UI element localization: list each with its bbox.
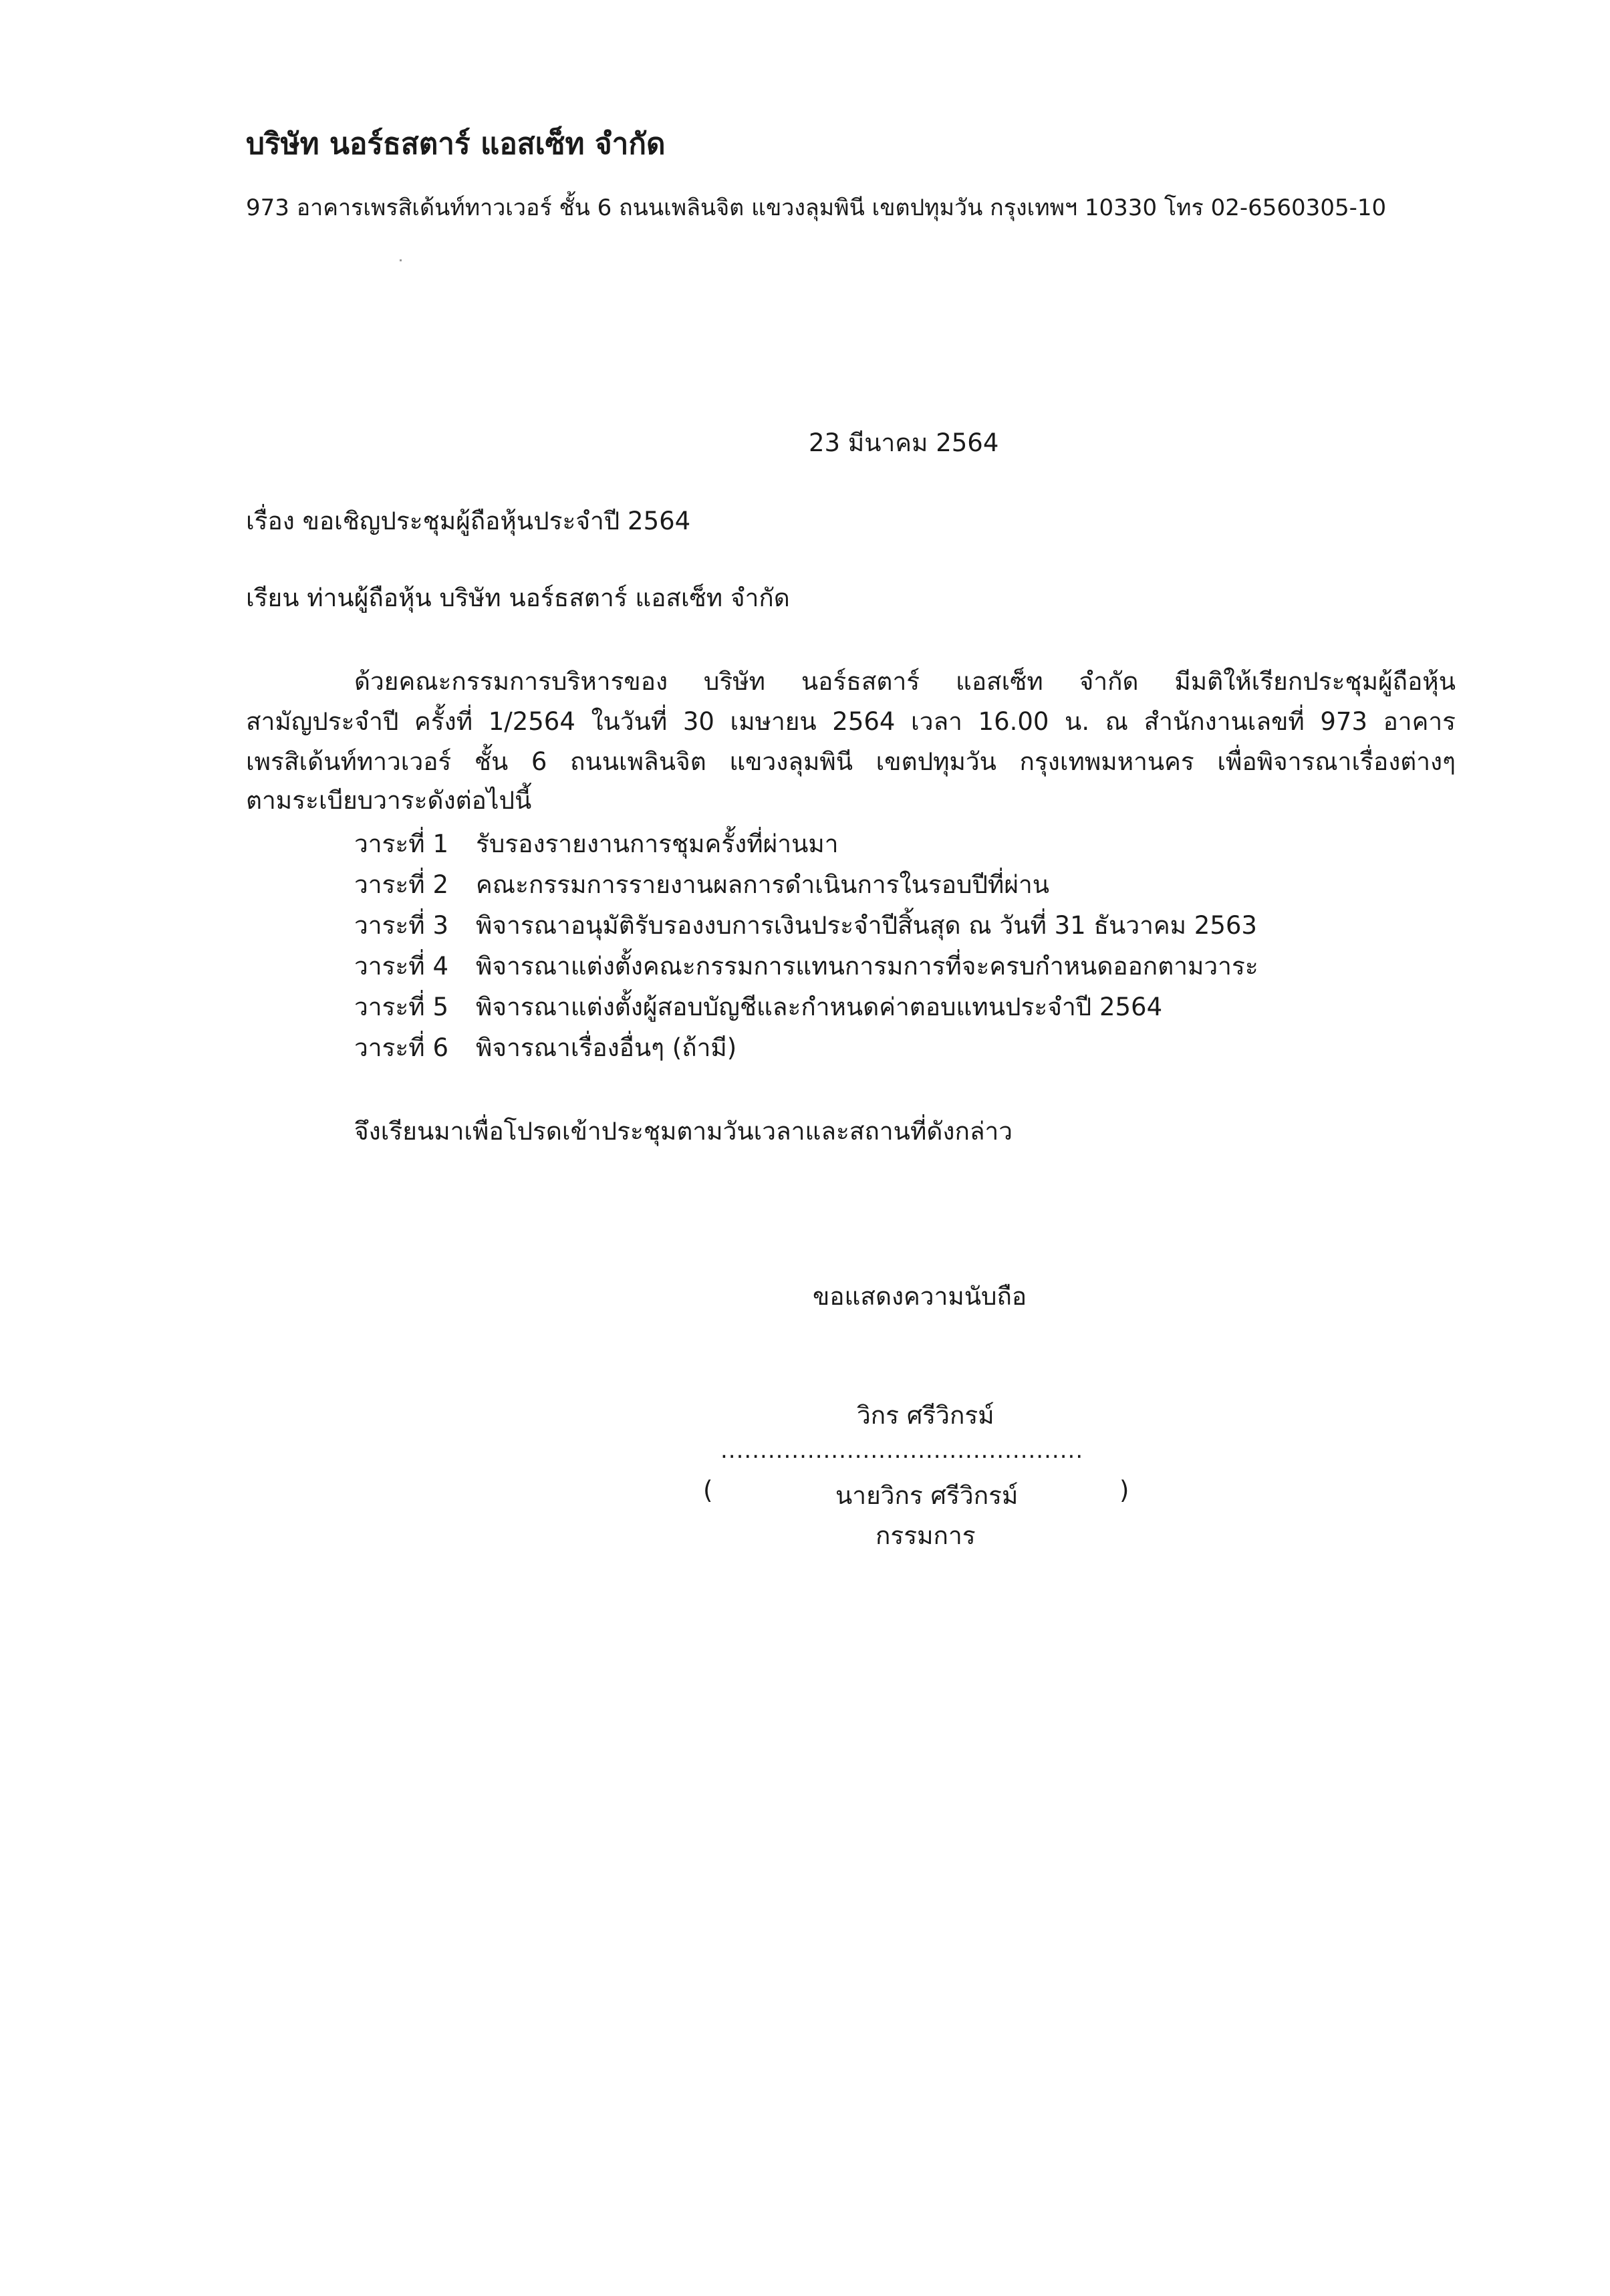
body-line-2: สามัญประจำปี ครั้งที่ 1/2564 ในวันที่ 30 เมษายน 2564 เวลา 16.00 น. ณ สำนักงานเลขที่ 973 อาคาร xyxy=(246,707,1456,736)
agenda-item-4: พิจารณาแต่งตั้งคณะกรรมการแทนการมการที่จะครบกำหนดออกตามวาระ xyxy=(476,952,1258,981)
body-line-4: ตามระเบียบวาระดังต่อไปนี้ xyxy=(246,786,532,815)
agenda-item-6: พิจารณาเรื่องอื่นๆ (ถ้ามี) xyxy=(476,1033,737,1062)
agenda-number-6: วาระที่ 6 xyxy=(354,1033,448,1062)
agenda-item-5: พิจารณาแต่งตั้งผู้สอบบัญชีและกำหนดค่าตอบแทนประจำปี 2564 xyxy=(476,993,1163,1021)
agenda-item-1: รับรองรายงานการชุมครั้งที่ผ่านมา xyxy=(476,830,839,858)
body-line-1: ด้วยคณะกรรมการบริหารของ บริษัท นอร์ธสตาร์ แอสเซ็ท จำกัด มีมติให้เรียกประชุมผู้ถือหุ้น xyxy=(354,667,1456,696)
company-name: บริษัท นอร์ธสตาร์ แอสเซ็ท จำกัด xyxy=(246,127,666,161)
scan-speck xyxy=(400,259,402,261)
letter-date: 23 มีนาคม 2564 xyxy=(809,428,999,457)
signer-title: กรรมการ xyxy=(876,1521,976,1550)
body-line-3: เพรสิเด้นท์ทาวเวอร์ ชั้น 6 ถนนเพลินจิต แขวงลุมพินี เขตปทุมวัน กรุงเทพมหานคร เพื่อพิจารณาเรื่องต่างๆ xyxy=(246,747,1456,776)
agenda-number-3: วาระที่ 3 xyxy=(354,911,448,940)
agenda-item-3: พิจารณาอนุมัติรับรองงบการเงินประจำปีสิ้นสุด ณ วันที่ 31 ธันวาคม 2563 xyxy=(476,911,1257,940)
company-address: 973 อาคารเพรสิเด้นท์ทาวเวอร์ ชั้น 6 ถนนเพลินจิต แขวงลุมพินี เขตปทุมวัน กรุงเทพฯ 10330 โทร 02-6560305-10 xyxy=(246,195,1387,221)
regards-line: ขอแสดงความนับถือ xyxy=(813,1282,1027,1311)
agenda-number-4: วาระที่ 4 xyxy=(354,952,448,981)
signature-dotted-line: .............................................. xyxy=(720,1437,1084,1464)
letter-subject: เรื่อง ขอเชิญประชุมผู้ถือหุ้นประจำปี 2564 xyxy=(246,507,691,535)
agenda-number-2: วาระที่ 2 xyxy=(354,870,448,899)
agenda-item-2: คณะกรรมการรายงานผลการดำเนินการในรอบปีที่ผ่าน xyxy=(476,870,1050,899)
signature: วิกร ศรีวิกรม์ xyxy=(857,1401,994,1430)
agenda-number-1: วาระที่ 1 xyxy=(354,830,448,858)
agenda-number-5: วาระที่ 5 xyxy=(354,993,448,1021)
closing-line: จึงเรียนมาเพื่อโปรดเข้าประชุมตามวันเวลาและสถานที่ดังกล่าว xyxy=(354,1117,1013,1146)
signer-paren-open: ( xyxy=(703,1476,713,1505)
signer-name: นายวิกร ศรีวิกรม์ xyxy=(835,1481,1019,1510)
signer-paren-close: ) xyxy=(1119,1476,1129,1505)
letter-recipient: เรียน ท่านผู้ถือหุ้น บริษัท นอร์ธสตาร์ แอสเซ็ท จำกัด xyxy=(246,584,790,612)
